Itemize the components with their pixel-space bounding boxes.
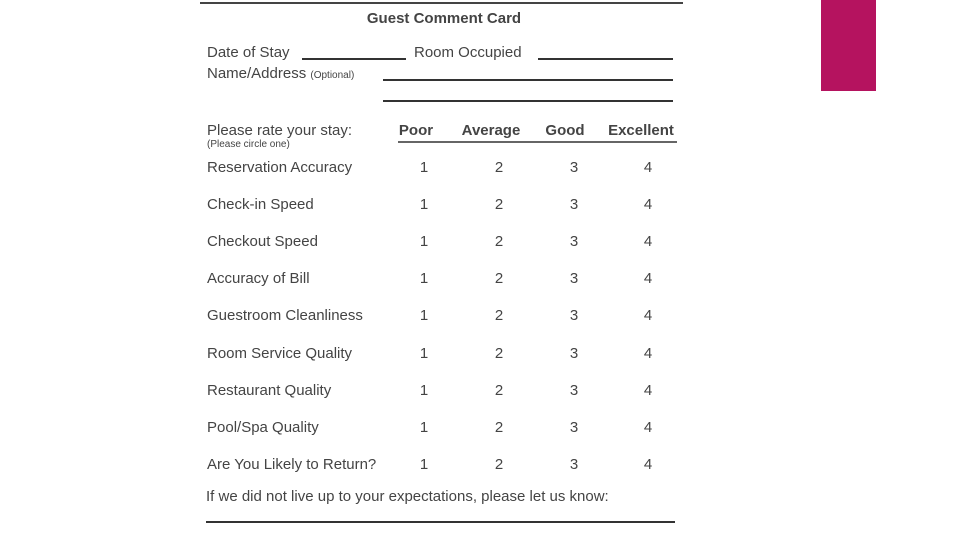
rating-row-label: Restaurant Quality bbox=[207, 381, 332, 399]
feedback-field[interactable] bbox=[206, 521, 675, 523]
rating-option-3[interactable]: 3 bbox=[569, 344, 579, 362]
rating-prompt: Please rate your stay: bbox=[207, 122, 353, 139]
rating-instruction: (Please circle one) bbox=[207, 139, 290, 150]
rating-option-2[interactable]: 2 bbox=[494, 196, 504, 214]
rating-row-label: Accuracy of Bill bbox=[207, 270, 310, 288]
rating-option-2[interactable]: 2 bbox=[494, 344, 504, 362]
date-of-stay-field[interactable] bbox=[302, 58, 406, 60]
rating-row-label: Guestroom Cleanliness bbox=[207, 307, 363, 325]
rating-row bbox=[207, 456, 687, 476]
rating-row bbox=[207, 159, 687, 179]
name-address-text: Name/Address bbox=[207, 65, 307, 82]
top-border-rule bbox=[200, 2, 683, 4]
rating-option-4[interactable]: 4 bbox=[643, 418, 653, 436]
rating-option-1[interactable]: 1 bbox=[419, 344, 429, 362]
rating-row bbox=[207, 270, 687, 290]
rating-option-4[interactable]: 4 bbox=[643, 233, 653, 251]
rating-option-4[interactable]: 4 bbox=[643, 455, 653, 473]
rating-option-1[interactable]: 1 bbox=[419, 307, 429, 325]
name-address-label bbox=[207, 65, 354, 82]
rating-option-2[interactable]: 2 bbox=[494, 233, 504, 251]
column-header-good: Good bbox=[545, 122, 585, 139]
rating-option-2[interactable]: 2 bbox=[494, 307, 504, 325]
rating-option-3[interactable]: 3 bbox=[569, 381, 579, 399]
rating-row bbox=[207, 233, 687, 253]
name-address-field[interactable] bbox=[383, 79, 673, 81]
rating-option-2[interactable]: 2 bbox=[494, 455, 504, 473]
room-occupied-label: Room Occupied bbox=[414, 44, 522, 61]
rating-option-4[interactable]: 4 bbox=[643, 196, 653, 214]
rating-option-3[interactable]: 3 bbox=[569, 159, 579, 176]
room-occupied-field[interactable] bbox=[538, 58, 673, 60]
rating-option-3[interactable]: 3 bbox=[569, 270, 579, 288]
rating-option-3[interactable]: 3 bbox=[569, 418, 579, 436]
rating-option-1[interactable]: 1 bbox=[419, 418, 429, 436]
rating-option-1[interactable]: 1 bbox=[419, 455, 429, 473]
rating-option-3[interactable]: 3 bbox=[569, 196, 579, 214]
name-address-field-line-2[interactable] bbox=[383, 100, 673, 102]
rating-row-label: Pool/Spa Quality bbox=[207, 418, 319, 436]
rating-option-4[interactable]: 4 bbox=[643, 270, 653, 288]
rating-option-3[interactable]: 3 bbox=[569, 455, 579, 473]
rating-row bbox=[207, 382, 687, 402]
rating-option-4[interactable]: 4 bbox=[643, 381, 653, 399]
rating-row bbox=[207, 307, 687, 327]
rating-option-4[interactable]: 4 bbox=[643, 307, 653, 325]
rating-option-3[interactable]: 3 bbox=[569, 307, 579, 325]
rating-option-1[interactable]: 1 bbox=[419, 159, 429, 176]
column-header-poor: Poor bbox=[398, 122, 434, 139]
rating-row-label: Checkout Speed bbox=[207, 233, 318, 251]
rating-row-label: Reservation Accuracy bbox=[207, 159, 353, 176]
rating-option-2[interactable]: 2 bbox=[494, 270, 504, 288]
rating-option-1[interactable]: 1 bbox=[419, 381, 429, 399]
column-header-rule bbox=[398, 141, 677, 143]
rating-row bbox=[207, 419, 687, 439]
rating-option-2[interactable]: 2 bbox=[494, 418, 504, 436]
feedback-prompt: If we did not live up to your expectations, please let us know: bbox=[206, 488, 609, 505]
rating-option-2[interactable]: 2 bbox=[494, 381, 504, 399]
rating-option-1[interactable]: 1 bbox=[419, 233, 429, 251]
rating-option-1[interactable]: 1 bbox=[419, 270, 429, 288]
rating-option-3[interactable]: 3 bbox=[569, 233, 579, 251]
rating-row-label: Room Service Quality bbox=[207, 344, 353, 362]
rating-row bbox=[207, 345, 687, 365]
accent-color-block bbox=[821, 0, 876, 91]
rating-option-1[interactable]: 1 bbox=[419, 196, 429, 214]
optional-note: (Optional) bbox=[310, 70, 355, 81]
rating-option-4[interactable]: 4 bbox=[643, 344, 653, 362]
column-header-excellent: Excellent bbox=[608, 122, 674, 139]
rating-row-label: Are You Likely to Return? bbox=[207, 455, 377, 473]
date-of-stay-label: Date of Stay bbox=[207, 44, 290, 61]
rating-row-label: Check-in Speed bbox=[207, 196, 314, 214]
column-header-average: Average bbox=[461, 122, 521, 139]
rating-option-4[interactable]: 4 bbox=[643, 159, 653, 176]
rating-option-2[interactable]: 2 bbox=[494, 159, 504, 176]
card-title: Guest Comment Card bbox=[366, 10, 522, 27]
guest-comment-card bbox=[200, 0, 684, 540]
rating-row bbox=[207, 196, 687, 216]
